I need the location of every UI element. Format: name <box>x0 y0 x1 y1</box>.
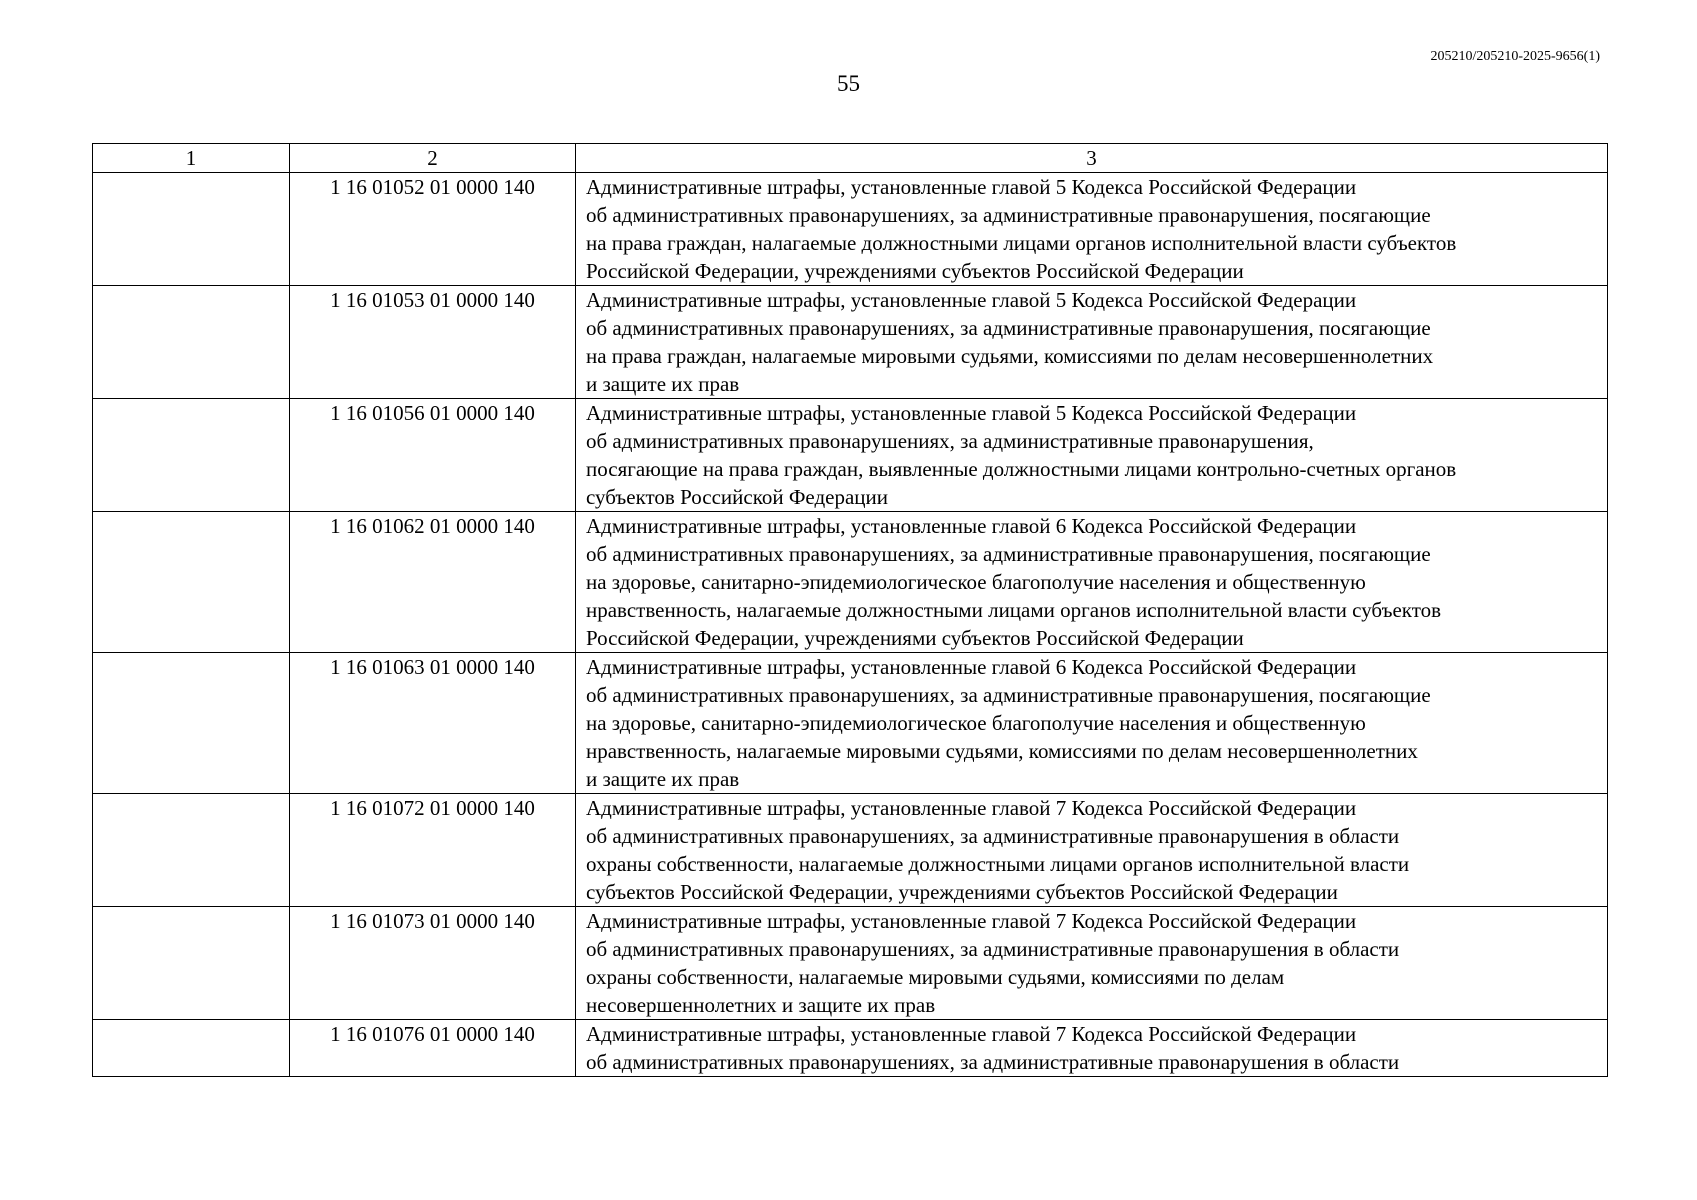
description-line: об административных правонарушениях, за административные правонарушения, <box>586 429 1314 453</box>
table-row <box>93 173 1608 286</box>
description-cell <box>576 173 1608 286</box>
description-line: и защите их прав <box>586 767 740 791</box>
document-id: 205210/205210-2025-9656(1) <box>1430 49 1600 64</box>
description-cell <box>576 512 1608 653</box>
description-line: Административные штрафы, установленные главой 6 Кодекса Российской Федерации <box>586 655 1357 679</box>
description-line: Российской Федерации, учреждениями субъектов Российской Федерации <box>586 259 1244 283</box>
table-row <box>93 653 1608 794</box>
row-number-cell <box>93 794 290 907</box>
column-header-2: 2 <box>290 144 576 173</box>
budget-code-cell: 1 16 01063 01 0000 140 <box>290 653 576 794</box>
description-line: Административные штрафы, установленные главой 7 Кодекса Российской Федерации <box>586 909 1357 933</box>
description-line: об административных правонарушениях, за административные правонарушения в области <box>586 937 1400 961</box>
description-line: нравственность, налагаемые мировыми судьями, комиссиями по делам несовершеннолетних <box>586 739 1418 763</box>
table-row <box>93 512 1608 653</box>
description-line: и защите их прав <box>586 372 740 396</box>
description-cell <box>576 907 1608 1020</box>
row-number-cell <box>93 399 290 512</box>
table-row <box>93 1020 1608 1077</box>
description-line: на права граждан, налагаемые должностными лицами органов исполнительной власти субъектов <box>586 231 1457 255</box>
description-cell <box>576 286 1608 399</box>
description-line: на права граждан, налагаемые мировыми судьями, комиссиями по делам несовершеннолетних <box>586 344 1434 368</box>
budget-code-cell: 1 16 01073 01 0000 140 <box>290 907 576 1020</box>
budget-code-cell: 1 16 01056 01 0000 140 <box>290 399 576 512</box>
description-line: нравственность, налагаемые должностными лицами органов исполнительной власти субъектов <box>586 598 1442 622</box>
description-line: охраны собственности, налагаемые мировыми судьями, комиссиями по делам <box>586 965 1285 989</box>
row-number-cell <box>93 286 290 399</box>
row-number-cell <box>93 653 290 794</box>
description-cell <box>576 1020 1608 1077</box>
description-line: Административные штрафы, установленные главой 5 Кодекса Российской Федерации <box>586 288 1357 312</box>
table-row <box>93 907 1608 1020</box>
column-header-3: 3 <box>576 144 1608 173</box>
table-body <box>93 144 1608 1077</box>
description-line: об административных правонарушениях, за административные правонарушения в области <box>586 824 1400 848</box>
budget-code-cell: 1 16 01072 01 0000 140 <box>290 794 576 907</box>
description-line: Административные штрафы, установленные главой 6 Кодекса Российской Федерации <box>586 514 1357 538</box>
row-number-cell <box>93 907 290 1020</box>
table-row <box>93 286 1608 399</box>
table-row <box>93 794 1608 907</box>
description-line: об административных правонарушениях, за административные правонарушения, посягающие <box>586 683 1431 707</box>
budget-code-cell: 1 16 01076 01 0000 140 <box>290 1020 576 1077</box>
description-cell <box>576 399 1608 512</box>
budget-code-cell: 1 16 01052 01 0000 140 <box>290 173 576 286</box>
budget-codes-table <box>92 143 1608 1077</box>
table-row <box>93 399 1608 512</box>
row-number-cell <box>93 173 290 286</box>
description-line: об административных правонарушениях, за административные правонарушения в области <box>586 1050 1400 1074</box>
description-line: посягающие на права граждан, выявленные должностными лицами контрольно-счетных органов <box>586 457 1457 481</box>
description-cell <box>576 794 1608 907</box>
row-number-cell <box>93 1020 290 1077</box>
description-line: на здоровье, санитарно-эпидемиологическое благополучие населения и общественную <box>586 711 1366 735</box>
budget-code-cell: 1 16 01053 01 0000 140 <box>290 286 576 399</box>
description-line: Административные штрафы, установленные главой 5 Кодекса Российской Федерации <box>586 175 1357 199</box>
description-cell <box>576 653 1608 794</box>
description-line: об административных правонарушениях, за административные правонарушения, посягающие <box>586 203 1431 227</box>
description-line: Административные штрафы, установленные главой 7 Кодекса Российской Федерации <box>586 1022 1357 1046</box>
column-header-1: 1 <box>93 144 290 173</box>
budget-code-cell: 1 16 01062 01 0000 140 <box>290 512 576 653</box>
description-line: Административные штрафы, установленные главой 7 Кодекса Российской Федерации <box>586 796 1357 820</box>
description-line: Административные штрафы, установленные главой 5 Кодекса Российской Федерации <box>586 401 1357 425</box>
row-number-cell <box>93 512 290 653</box>
description-line: субъектов Российской Федерации, учреждениями субъектов Российской Федерации <box>586 880 1338 904</box>
description-line: на здоровье, санитарно-эпидемиологическое благополучие населения и общественную <box>586 570 1366 594</box>
description-line: об административных правонарушениях, за административные правонарушения, посягающие <box>586 542 1431 566</box>
table-header-row <box>93 144 1608 173</box>
description-line: Российской Федерации, учреждениями субъектов Российской Федерации <box>586 626 1244 650</box>
description-line: охраны собственности, налагаемые должностными лицами органов исполнительной власти <box>586 852 1410 876</box>
description-line: субъектов Российской Федерации <box>586 485 889 509</box>
description-line: об административных правонарушениях, за административные правонарушения, посягающие <box>586 316 1431 340</box>
description-line: несовершеннолетних и защите их прав <box>586 993 936 1017</box>
page-number: 55 <box>837 71 860 96</box>
